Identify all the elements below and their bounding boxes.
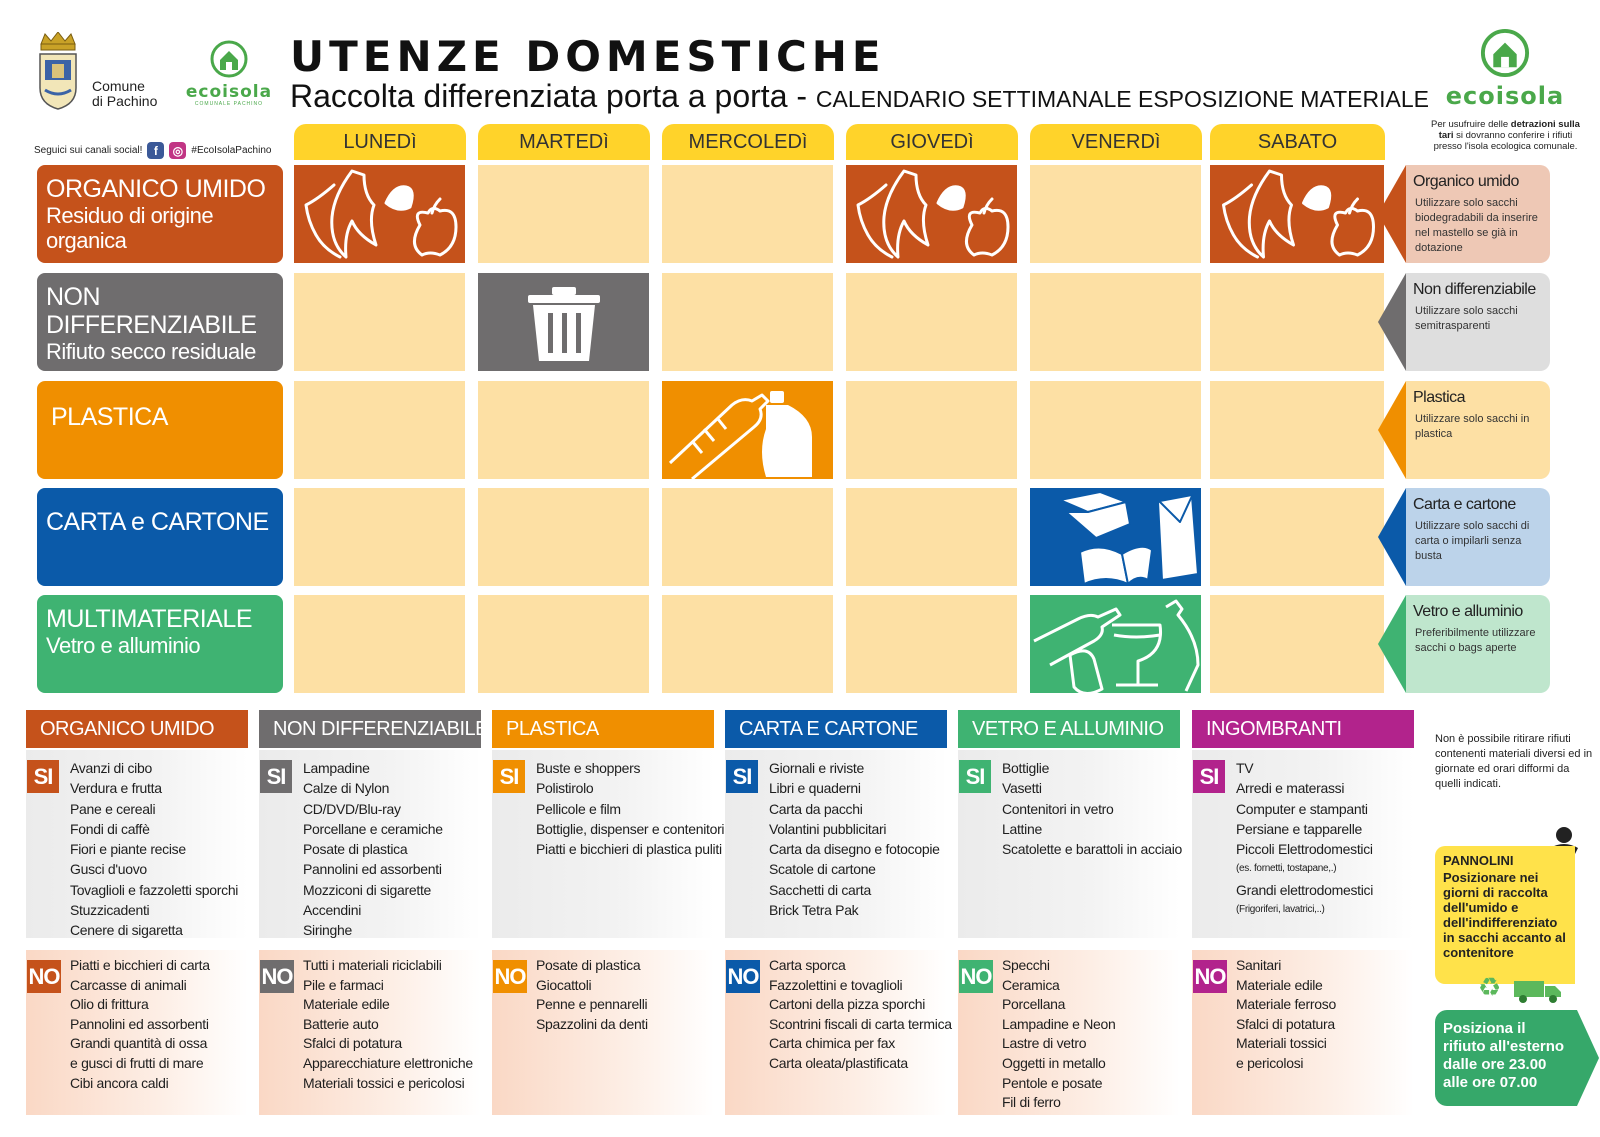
no-list: [70, 956, 210, 1093]
no-panel-3: [725, 950, 952, 1115]
si-list: [536, 758, 724, 859]
subtitle-separator: -: [796, 78, 808, 114]
no-item: Materiale ferroso: [1236, 996, 1336, 1013]
empty-cell-2-3: [846, 381, 1017, 479]
si-item: Carta da disegno e fotocopie: [769, 841, 940, 858]
side-note-0: [1406, 165, 1550, 263]
comune-line1: Comune: [92, 78, 145, 94]
pannolini-box: [1435, 846, 1575, 984]
si-item: Scatole di cartone: [769, 861, 876, 878]
empty-cell-4-0: [294, 595, 465, 693]
collection-cell-1-1: [478, 273, 649, 371]
no-item: Materiali tossici e pericolosi: [303, 1074, 465, 1091]
empty-cell-3-1: [478, 488, 649, 586]
si-item: Libri e quaderni: [769, 780, 861, 797]
side-note-4: [1406, 595, 1550, 693]
no-item: Carta chimica per fax: [769, 1035, 895, 1052]
side-arrow-4: [1378, 595, 1406, 693]
side-note-title: Non differenziabile: [1413, 281, 1536, 298]
no-item: Materiali tossici: [1236, 1035, 1327, 1052]
plastic-bottles-icon: [662, 381, 833, 479]
no-item: Carta oleata/plastificata: [769, 1054, 908, 1071]
no-item: Fazzolettini e tovaglioli: [769, 976, 903, 993]
row-title: ORGANICO UMIDO: [46, 175, 266, 203]
empty-cell-2-0: [294, 381, 465, 479]
collection-cell-0-3: [846, 165, 1017, 263]
posiziona-arrow: [1577, 1010, 1599, 1106]
empty-cell-4-1: [478, 595, 649, 693]
si-panel-1: [259, 750, 481, 938]
no-item: Pannolini ed assorbenti: [70, 1015, 209, 1032]
no-badge: NO: [260, 960, 294, 993]
si-item: Posate di plastica: [303, 841, 408, 858]
category-header-0: ORGANICO UMIDO: [26, 710, 248, 748]
house-leaf-icon: [1479, 28, 1531, 78]
side-arrow-0: [1378, 165, 1406, 263]
disclaimer-note: Non è possibile ritirare rifiuti contenenti materiali diversi ed in giornate ed orari difformi da quelli indicati.: [1435, 733, 1593, 790]
ecoisola-logo-text: ecoisola: [185, 82, 273, 102]
row-title: MULTIMATERIALE: [46, 605, 252, 633]
category-header-5: INGOMBRANTI: [1192, 710, 1414, 748]
si-item: (Frigoriferi, lavatrici,..): [1236, 904, 1325, 916]
si-item: Giornali e riviste: [769, 760, 864, 776]
trash-bin-icon: [478, 273, 649, 371]
ecoisola-logo-left: [184, 40, 274, 110]
social-line: [34, 142, 271, 159]
social-text: Seguici sui canali social!: [34, 145, 143, 156]
si-item: Sacchetti di carta: [769, 881, 871, 898]
si-badge: SI: [959, 760, 991, 793]
side-note-text: Utilizzare solo sacchi biodegradabili da inserire nel mastello se già in dotazione: [1415, 197, 1538, 254]
empty-cell-1-0: [294, 273, 465, 371]
no-item: Ceramica: [1002, 976, 1060, 993]
no-item: Oggetti in metallo: [1002, 1054, 1106, 1071]
no-item: e gusci di frutti di mare: [70, 1054, 204, 1071]
no-item: Cartoni della pizza sporchi: [769, 996, 926, 1013]
empty-cell-1-3: [846, 273, 1017, 371]
empty-cell-1-2: [662, 273, 833, 371]
si-badge: SI: [726, 760, 758, 793]
no-list: [536, 956, 648, 1034]
tari-note: [1428, 119, 1583, 152]
no-panel-1: [259, 950, 481, 1115]
side-note-text: Utilizzare solo sacchi di carta o impilarli senza busta: [1415, 520, 1530, 562]
row-label-1: [37, 273, 283, 371]
si-item: Persiane e tapparelle: [1236, 820, 1363, 837]
side-arrow-3: [1378, 488, 1406, 586]
no-panel-4: [958, 950, 1180, 1115]
empty-cell-4-2: [662, 595, 833, 693]
glass-bottles-icon: [1030, 595, 1201, 693]
no-item: Materiale edile: [303, 996, 390, 1013]
si-item: Vasetti: [1002, 780, 1042, 797]
no-item: Fil di ferro: [1002, 1094, 1061, 1111]
si-item: Cenere di sigaretta: [70, 922, 183, 939]
no-item: Tutti i materiali riciclabili: [303, 957, 442, 973]
si-badge: SI: [493, 760, 525, 793]
si-item: Piccoli Elettrodomestici: [1236, 841, 1373, 858]
day-header-3: GIOVEDì: [846, 124, 1018, 160]
no-item: e pericolosi: [1236, 1054, 1304, 1071]
no-item: Pentole e posate: [1002, 1074, 1103, 1091]
empty-cell-4-5: [1210, 595, 1384, 693]
no-item: Sfalci di potatura: [1236, 1015, 1335, 1032]
row-label-4: [37, 595, 283, 693]
ecoisola-right-text: ecoisola: [1445, 82, 1565, 110]
row-title: NON DIFFERENZIABILE: [46, 283, 257, 339]
si-item: Porcellane e ceramiche: [303, 820, 443, 837]
si-item: Siringhe: [303, 922, 352, 939]
posiziona-box: Posiziona il rifiuto all'esterno dalle ore 23.00 alle ore 07.00: [1435, 1010, 1577, 1106]
collection-cell-0-5: [1210, 165, 1384, 263]
si-item: Polistirolo: [536, 780, 594, 797]
si-item: Buste e shoppers: [536, 760, 641, 776]
pannolini-title: PANNOLINI: [1443, 853, 1514, 868]
si-item: Computer e stampanti: [1236, 800, 1368, 817]
row-label-0: [37, 165, 283, 263]
tari-note-bold: detrazioni sulla tari: [1438, 119, 1580, 141]
no-badge: NO: [493, 960, 527, 993]
side-note-2: [1406, 381, 1550, 479]
subtitle-small: CALENDARIO SETTIMANALE ESPOSIZIONE MATERIALE: [815, 86, 1429, 112]
house-leaf-icon: [209, 40, 249, 78]
side-note-text: Preferibilmente utilizzare sacchi o bags aperte: [1415, 627, 1536, 654]
si-item: Calze di Nylon: [303, 780, 390, 797]
tari-note-prefix: Per usufruire delle: [1431, 119, 1511, 130]
no-badge: NO: [1193, 960, 1227, 993]
organic-waste-icon: [846, 165, 1017, 263]
no-item: Apparecchiature elettroniche: [303, 1054, 473, 1071]
pannolini-text: Posizionare nei giorni di raccolta dell'umido e dell'indifferenziato in sacchi accanto al contenitore: [1443, 870, 1566, 960]
no-item: Scontrini fiscali di carta termica: [769, 1015, 952, 1032]
si-item: TV: [1236, 760, 1254, 776]
empty-cell-0-2: [662, 165, 833, 263]
no-item: Lastre di vetro: [1002, 1035, 1087, 1052]
page-subtitle: [290, 78, 1429, 115]
si-panel-3: [725, 750, 947, 938]
si-item: CD/DVD/Blu-ray: [303, 800, 401, 817]
row-subtitle: Vetro e alluminio: [46, 633, 201, 658]
category-header-1: NON DIFFERENZIABILE: [259, 710, 481, 748]
side-note-title: Vetro e alluminio: [1413, 603, 1523, 620]
si-item: Lampadine: [303, 760, 370, 776]
no-item: Olio di frittura: [70, 996, 149, 1013]
side-note-title: Carta e cartone: [1413, 496, 1516, 513]
collection-cell-3-4: [1030, 488, 1201, 586]
empty-cell-3-3: [846, 488, 1017, 586]
truck-icon: [1513, 978, 1563, 1004]
si-item: Gusci d'uovo: [70, 861, 147, 878]
row-subtitle: Rifiuto secco residuale: [46, 339, 256, 364]
collection-cell-0-0: [294, 165, 465, 263]
no-item: Posate di plastica: [536, 957, 641, 973]
tari-note-suffix: si dovranno conferire i rifiuti presso l'isola ecologica comunale.: [1433, 130, 1578, 152]
no-item: Porcellana: [1002, 996, 1066, 1013]
si-panel-0: [26, 750, 248, 938]
day-header-0: LUNEDì: [294, 124, 466, 160]
no-badge: NO: [959, 960, 993, 993]
no-panel-5: [1192, 950, 1414, 1115]
no-list: [1002, 956, 1116, 1113]
no-item: Penne e pennarelli: [536, 996, 648, 1013]
si-badge: SI: [27, 760, 59, 793]
si-item: Piatti e bicchieri di plastica puliti: [536, 841, 722, 858]
empty-cell-2-1: [478, 381, 649, 479]
comune-name: [92, 79, 157, 109]
side-arrow-2: [1378, 381, 1406, 479]
si-item: Fondi di caffè: [70, 820, 150, 837]
si-badge: SI: [1193, 760, 1225, 793]
instagram-icon[interactable]: ◎: [169, 142, 186, 159]
no-item: Carta sporca: [769, 957, 846, 973]
si-item: Scatolette e barattoli in acciaio: [1002, 841, 1182, 858]
side-note-3: [1406, 488, 1550, 586]
page-title: UTENZE DOMESTICHE: [290, 32, 886, 81]
si-item: Bottiglie: [1002, 760, 1050, 776]
si-list: [303, 758, 443, 941]
si-list: [70, 758, 238, 941]
row-title: CARTA e CARTONE: [46, 508, 269, 536]
empty-cell-1-5: [1210, 273, 1384, 371]
collection-cell-2-2: [662, 381, 833, 479]
collection-cell-4-4: [1030, 595, 1201, 693]
comune-line2: di Pachino: [92, 93, 158, 109]
side-note-text: Utilizzare solo sacchi semitrasparenti: [1415, 305, 1518, 332]
empty-cell-3-5: [1210, 488, 1384, 586]
si-item: Pellicole e film: [536, 800, 621, 817]
category-header-2: PLASTICA: [492, 710, 714, 748]
si-item: Contenitori in vetro: [1002, 800, 1114, 817]
side-arrow-1: [1378, 273, 1406, 371]
day-header-4: VENERDì: [1030, 124, 1202, 160]
no-item: Piatti e bicchieri di carta: [70, 957, 210, 973]
social-hashtag: #EcoIsolaPachino: [191, 145, 272, 156]
no-item: Sanitari: [1236, 957, 1282, 973]
empty-cell-4-3: [846, 595, 1017, 693]
si-item: Verdura e frutta: [70, 780, 162, 797]
si-panel-4: [958, 750, 1180, 938]
category-header-3: CARTA E CARTONE: [725, 710, 947, 748]
si-panel-2: [492, 750, 725, 938]
day-header-1: MARTEDì: [478, 124, 650, 160]
si-item: Tovaglioli e fazzoletti sporchi: [70, 881, 239, 898]
comune-crest-logo: [37, 32, 79, 110]
day-header-2: MERCOLEDì: [662, 124, 834, 160]
subtitle-main: Raccolta differenziata porta a porta: [290, 78, 788, 114]
no-panel-0: [26, 950, 248, 1115]
no-list: [769, 956, 952, 1074]
ecoisola-logo-sub: COMUNALE PACHINO: [194, 101, 264, 107]
si-item: Avanzi di cibo: [70, 760, 152, 776]
row-label-2: [37, 381, 283, 479]
side-note-title: Plastica: [1413, 389, 1466, 406]
no-panel-2: [492, 950, 714, 1115]
si-item: Grandi elettrodomestici: [1236, 881, 1374, 898]
si-item: Carta da pacchi: [769, 800, 863, 817]
si-item: Bottiglie, dispenser e contenitori: [536, 820, 725, 837]
no-item: Lampadine e Neon: [1002, 1015, 1116, 1032]
no-item: Pile e farmaci: [303, 976, 384, 993]
si-list: [769, 758, 940, 920]
si-list: [1236, 758, 1373, 920]
empty-cell-1-4: [1030, 273, 1201, 371]
si-item: Stuzzicadenti: [70, 902, 150, 919]
si-item: Arredi e materassi: [1236, 780, 1345, 797]
si-item: Fiori e piante recise: [70, 841, 186, 858]
si-item: Accendini: [303, 902, 362, 919]
organic-waste-icon: [1210, 165, 1384, 263]
row-subtitle: Residuo di origine organica: [46, 203, 214, 253]
paper-box-icon: [1030, 488, 1201, 586]
side-note-text: Utilizzare solo sacchi in plastica: [1415, 413, 1530, 440]
no-item: Giocattoli: [536, 976, 592, 993]
si-item: (es. fornetti, tostapane,.): [1236, 863, 1337, 875]
si-badge: SI: [260, 760, 292, 793]
day-header-5: SABATO: [1210, 124, 1385, 160]
no-item: Batterie auto: [303, 1015, 379, 1032]
si-item: Pane e cereali: [70, 800, 156, 817]
no-badge: NO: [726, 960, 760, 993]
empty-cell-2-4: [1030, 381, 1201, 479]
si-item: Pannolini ed assorbenti: [303, 861, 442, 878]
no-list: [1236, 956, 1336, 1074]
recycle-icon: ♻: [1478, 973, 1502, 1003]
side-note-title: Organico umido: [1413, 173, 1519, 190]
empty-cell-3-0: [294, 488, 465, 586]
no-item: Spazzolini da denti: [536, 1015, 648, 1032]
no-item: Carcasse di animali: [70, 976, 187, 993]
side-note-1: [1406, 273, 1550, 371]
si-item: Lattine: [1002, 820, 1042, 837]
si-list: [1002, 758, 1182, 859]
row-label-3: [37, 488, 283, 586]
no-item: Sfalci di potatura: [303, 1035, 402, 1052]
si-item: Brick Tetra Pak: [769, 902, 859, 919]
si-item: Mozziconi di sigarette: [303, 881, 432, 898]
no-list: [303, 956, 473, 1093]
no-badge: NO: [27, 960, 61, 993]
no-item: Grandi quantità di ossa: [70, 1035, 208, 1052]
empty-cell-2-5: [1210, 381, 1384, 479]
ecoisola-logo-right: [1440, 28, 1570, 109]
empty-cell-0-4: [1030, 165, 1201, 263]
category-header-4: VETRO E ALLUMINIO: [958, 710, 1180, 748]
empty-cell-3-2: [662, 488, 833, 586]
row-title: PLASTICA: [51, 403, 168, 431]
no-item: Cibi ancora caldi: [70, 1074, 169, 1091]
no-item: Materiale edile: [1236, 976, 1323, 993]
si-item: Volantini pubblicitari: [769, 820, 887, 837]
si-panel-5: [1192, 750, 1414, 938]
empty-cell-0-1: [478, 165, 649, 263]
organic-waste-icon: [294, 165, 465, 263]
no-item: Specchi: [1002, 957, 1050, 973]
facebook-icon[interactable]: f: [147, 142, 164, 159]
